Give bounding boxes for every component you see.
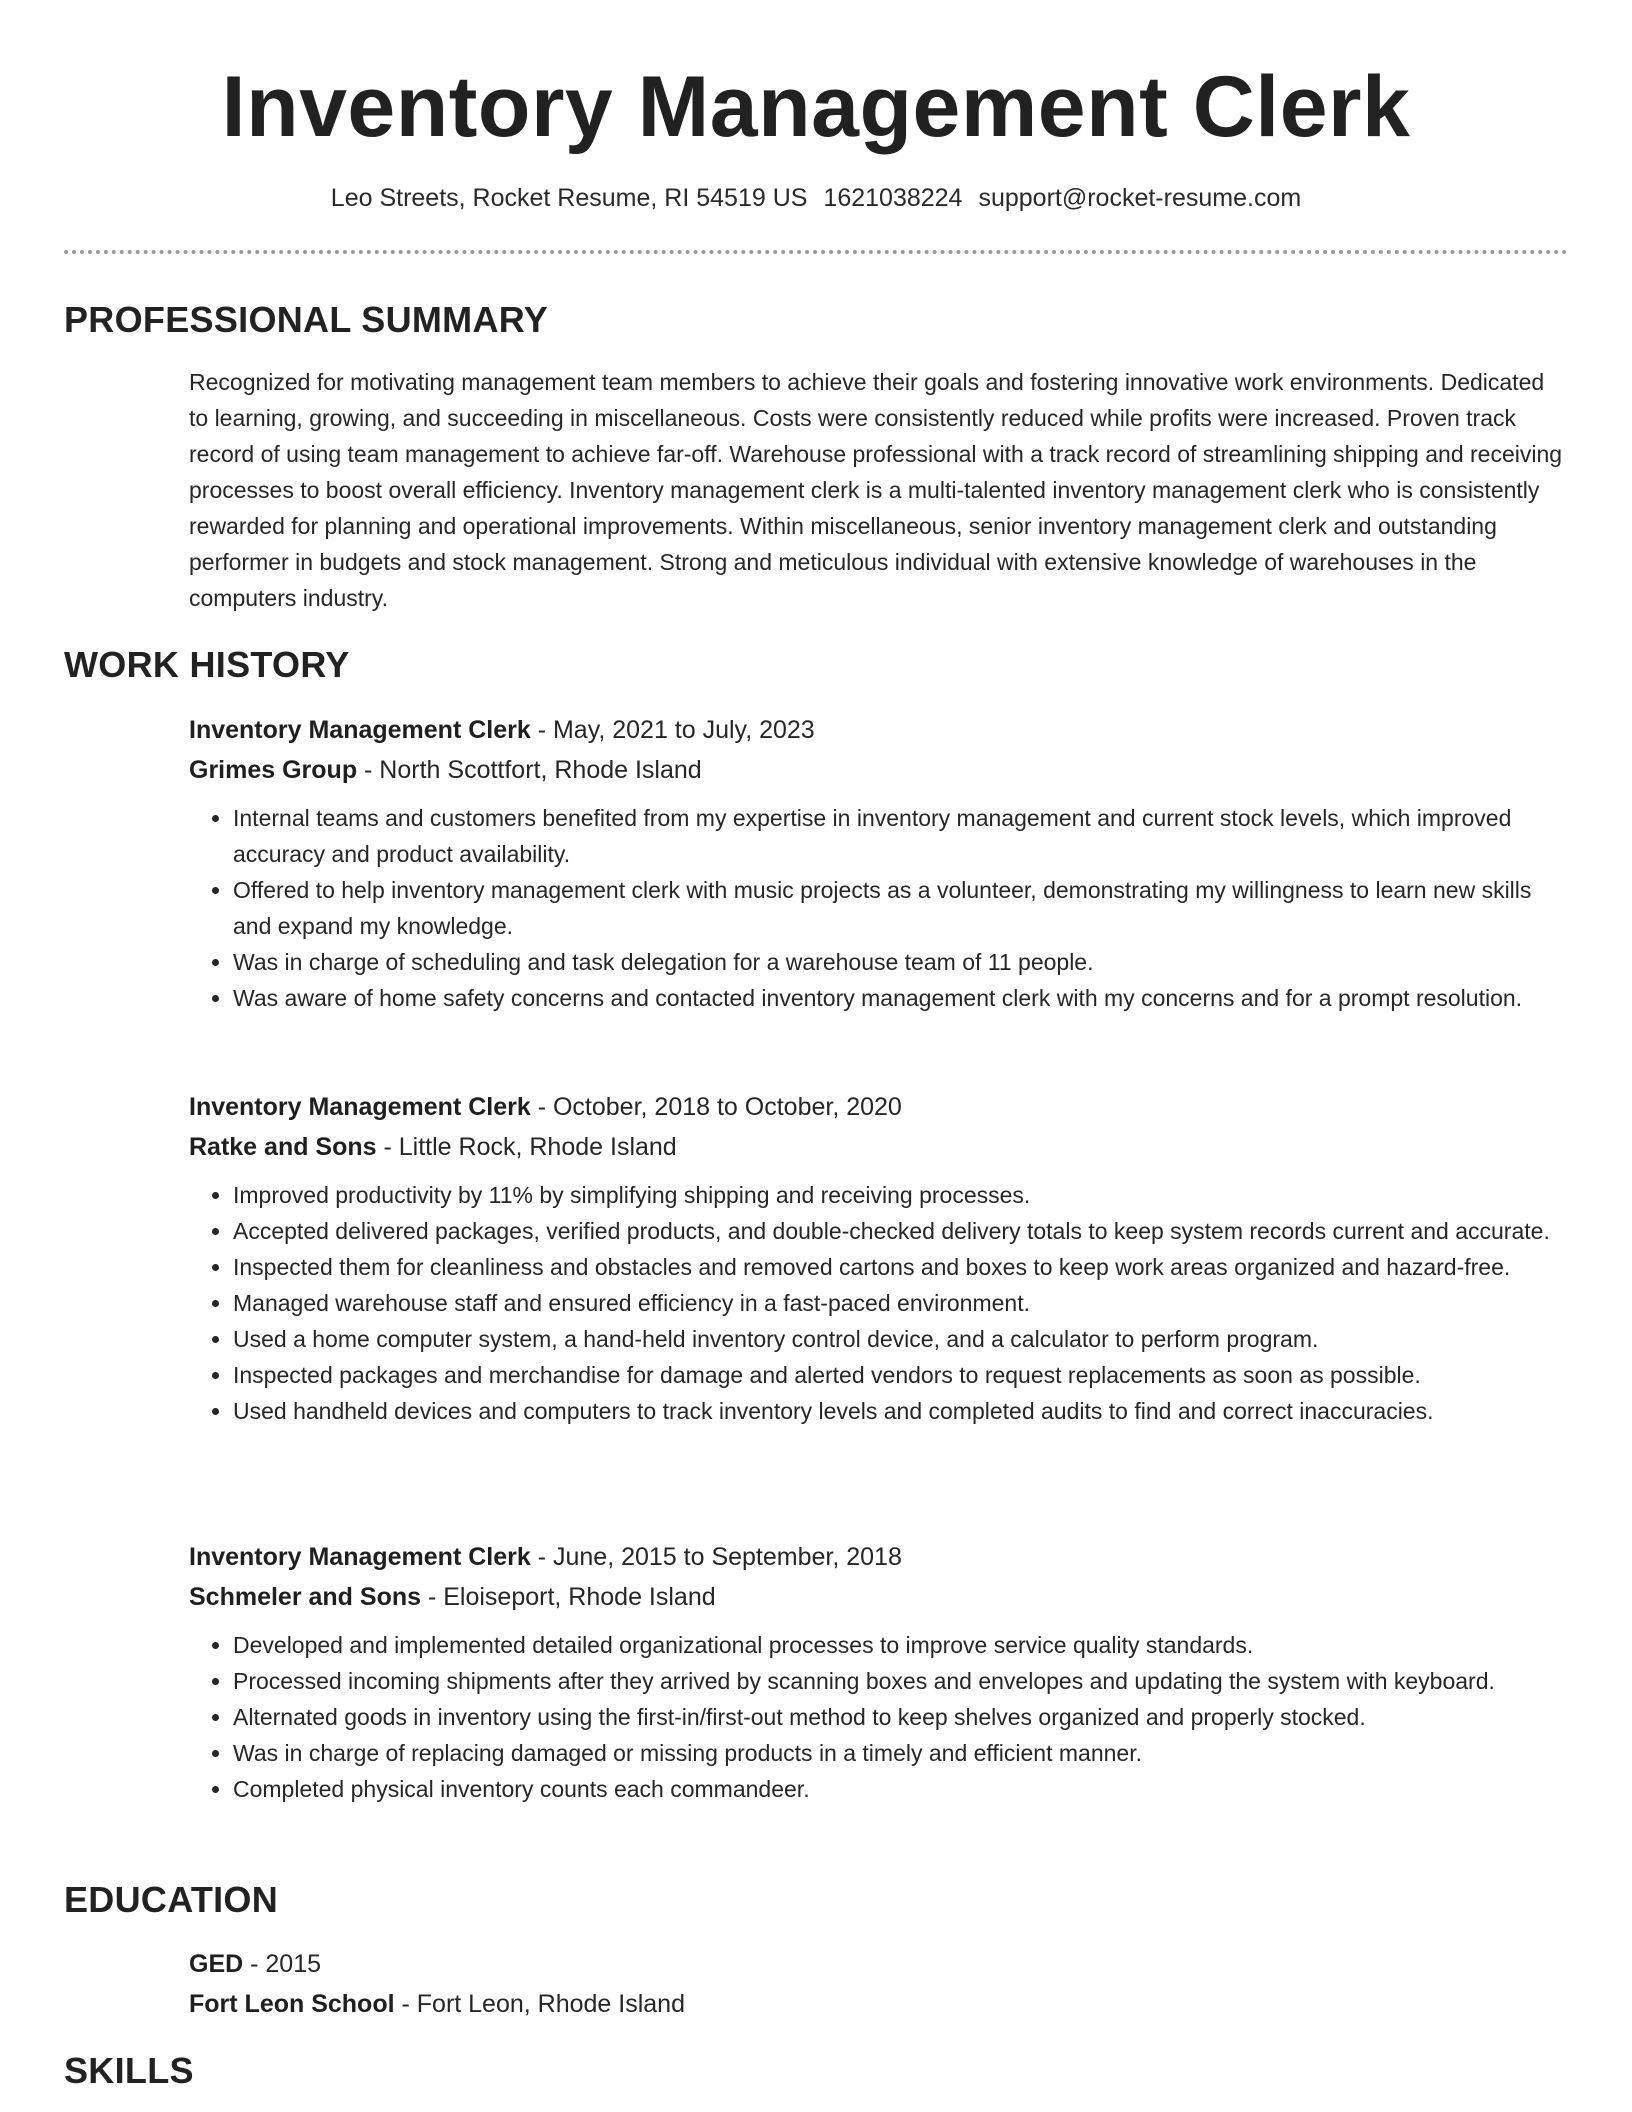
summary-paragraph: Recognized for motivating management team members to achieve their goals and fostering innovative work environments. Dedicated to learning, growing, and succeeding in miscellaneous. Costs were consistently reduced while profits were increased. Proven track record of using team management to achieve far-off. Warehouse professional with a track record of streamlining shipping and receiving processes to boost overall efficiency. Inventory management clerk is a multi-talented inventory management clerk who is consistently rewarded for planning and operational improvements. Within miscellaneous, senior inventory management clerk and outstanding performer in budgets and stock management. Strong and meticulous individual with extensive knowledge of warehouses in the computers industry. — [189, 369, 1563, 611]
job-title: Inventory Management Clerk — [189, 716, 531, 744]
section-heading-summary: PROFESSIONAL SUMMARY — [64, 299, 549, 340]
job-company-line — [189, 750, 1569, 790]
job-title-line — [189, 710, 1569, 750]
job-bullet: • Accepted delivered packages, verified products, and double-checked delivery totals to keep system records current and accurate. — [233, 1213, 1569, 1249]
job-company-line — [189, 1577, 1569, 1617]
job-bullets — [189, 1177, 1569, 1429]
job-dates: - May, 2021 to July, 2023 — [530, 716, 815, 744]
education-degree-line — [189, 1944, 1569, 1984]
job-location: - North Scottfort, Rhode Island — [357, 756, 702, 784]
contact-email: support@rocket-resume.com — [978, 184, 1302, 212]
education-location: - Fort Leon, Rhode Island — [394, 1990, 685, 2018]
job-title-line — [189, 1537, 1569, 1577]
job-company: Schmeler and Sons — [189, 1583, 422, 1611]
job-bullet: • Alternated goods in inventory using the first-in/first-out method to keep shelves organized and properly stocked. — [233, 1699, 1569, 1735]
contact-address: Leo Streets, Rocket Resume, RI 54519 US — [330, 184, 808, 212]
job-bullets — [189, 800, 1569, 1016]
section-heading-education: EDUCATION — [64, 1879, 279, 1920]
job-bullet: • Internal teams and customers benefited from my expertise in inventory management and current stock levels, which improved accuracy and product availability. — [233, 800, 1569, 872]
job-company: Ratke and Sons — [189, 1133, 377, 1161]
job-entry — [189, 1087, 1569, 1429]
job-bullet: • Offered to help inventory management clerk with music projects as a volunteer, demonstrating my willingness to learn new skills and expand my knowledge. — [233, 872, 1569, 944]
job-bullet: • Inspected packages and merchandise for damage and alerted vendors to request replacements as soon as possible. — [233, 1357, 1569, 1393]
candidate-name: Inventory Management Clerk — [221, 59, 1411, 155]
job-bullet: • Managed warehouse staff and ensured efficiency in a fast-paced environment. — [233, 1285, 1569, 1321]
job-location: - Little Rock, Rhode Island — [376, 1133, 677, 1161]
section-heading-skills: SKILLS — [64, 2050, 194, 2091]
job-bullet: • Used a home computer system, a hand-held inventory control device, and a calculator to perform program. — [233, 1321, 1569, 1357]
job-bullet: • Was in charge of scheduling and task delegation for a warehouse team of 11 people. — [233, 944, 1569, 980]
education-school: Fort Leon School — [189, 1990, 395, 2018]
header-divider — [64, 250, 1568, 254]
job-bullet: • Developed and implemented detailed organizational processes to improve service quality standards. — [233, 1627, 1569, 1663]
job-dates: - October, 2018 to October, 2020 — [530, 1093, 902, 1121]
job-bullets — [189, 1627, 1569, 1807]
job-entry — [189, 1537, 1569, 1807]
contact-line — [0, 180, 1632, 216]
job-bullet: • Improved productivity by 11% by simplifying shipping and receiving processes. — [233, 1177, 1569, 1213]
job-title: Inventory Management Clerk — [189, 1093, 531, 1121]
job-company-line — [189, 1127, 1569, 1167]
job-company: Grimes Group — [189, 756, 358, 784]
job-bullet: • Was aware of home safety concerns and contacted inventory management clerk with my concerns and for a prompt resolution. — [233, 980, 1569, 1016]
job-title-line — [189, 1087, 1569, 1127]
education-entry — [189, 1944, 1569, 2024]
education-degree: GED — [189, 1950, 244, 1978]
job-location: - Eloiseport, Rhode Island — [421, 1583, 716, 1611]
job-bullet: • Used handheld devices and computers to track inventory levels and completed audits to find and correct inaccuracies. — [233, 1393, 1569, 1429]
job-bullet: • Completed physical inventory counts each commandeer. — [233, 1771, 1569, 1807]
job-bullet: • Processed incoming shipments after they arrived by scanning boxes and envelopes and updating the system with keyboard. — [233, 1663, 1569, 1699]
education-year: - 2015 — [243, 1950, 322, 1978]
education-school-line — [189, 1984, 1569, 2024]
job-title: Inventory Management Clerk — [189, 1543, 531, 1571]
section-heading-work-history: WORK HISTORY — [64, 644, 350, 685]
job-entry — [189, 710, 1569, 1016]
job-bullet: • Inspected them for cleanliness and obstacles and removed cartons and boxes to keep work areas organized and hazard-free. — [233, 1249, 1569, 1285]
job-dates: - June, 2015 to September, 2018 — [530, 1543, 902, 1571]
job-bullet: • Was in charge of replacing damaged or missing products in a timely and efficient manner. — [233, 1735, 1569, 1771]
contact-phone: 1621038224 — [823, 184, 963, 212]
